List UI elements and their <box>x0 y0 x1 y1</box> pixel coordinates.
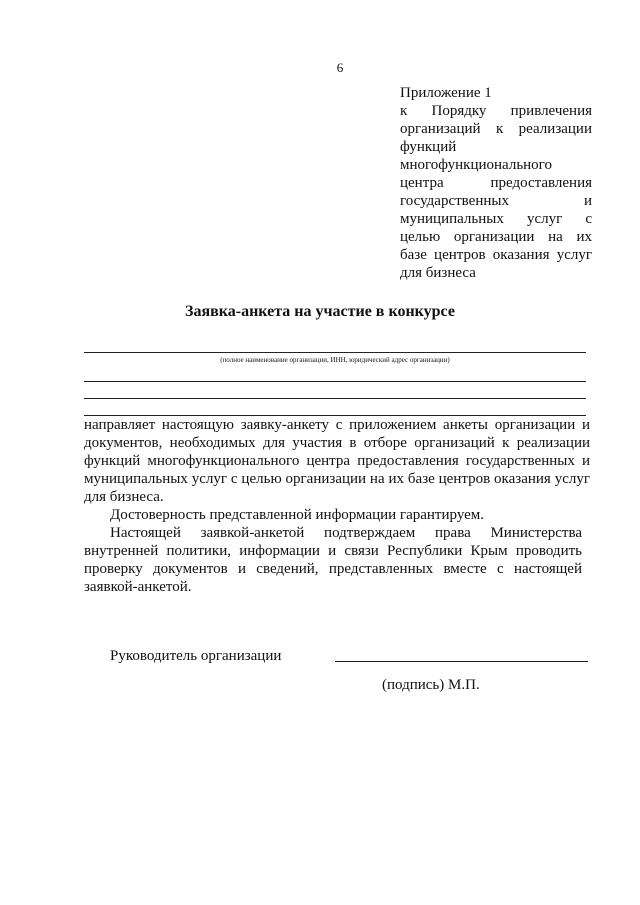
org-name-line <box>84 352 586 353</box>
org-field-caption: (полное наименование организации, ИНН, юридический адрес организации) <box>220 356 450 364</box>
form-title: Заявка-анкета на участие в конкурсе <box>185 303 455 320</box>
appendix-title: Приложение 1 <box>400 85 492 101</box>
signature-line <box>335 661 588 662</box>
signature-caption: (подпись) М.П. <box>382 677 480 693</box>
page-number: 6 <box>336 60 344 75</box>
body-paragraph: Достоверность представленной информации гарантируем. <box>110 507 485 523</box>
appendix-text: к Порядку привлечения организаций к реализации функций многофункционального центра предоставления государственных и муниципальных услуг с целью организации на их базе центров оказания услуг для бизнеса <box>400 103 592 281</box>
signature-label: Руководитель организации <box>110 648 282 664</box>
org-blank-line-1 <box>84 381 586 382</box>
body-paragraph: направляет настоящую заявку-анкету с приложением анкеты организации и документов, необходимых для участия в отборе организаций к реализации функций многофункционального центра предоставления государственных и муниципальных услуг с целью организации на их базе центров оказания услуг для бизнеса. <box>84 417 590 505</box>
body-paragraph: Настоящей заявкой-анкетой подтверждаем права Министерства внутренней политики, информации и связи Республики Крым проводить проверку документов и сведений, представленных вместе с настоящей заявкой-анкетой. <box>84 525 582 595</box>
body-text <box>84 416 590 596</box>
appendix-block <box>400 84 592 282</box>
org-blank-line-2 <box>84 398 586 399</box>
